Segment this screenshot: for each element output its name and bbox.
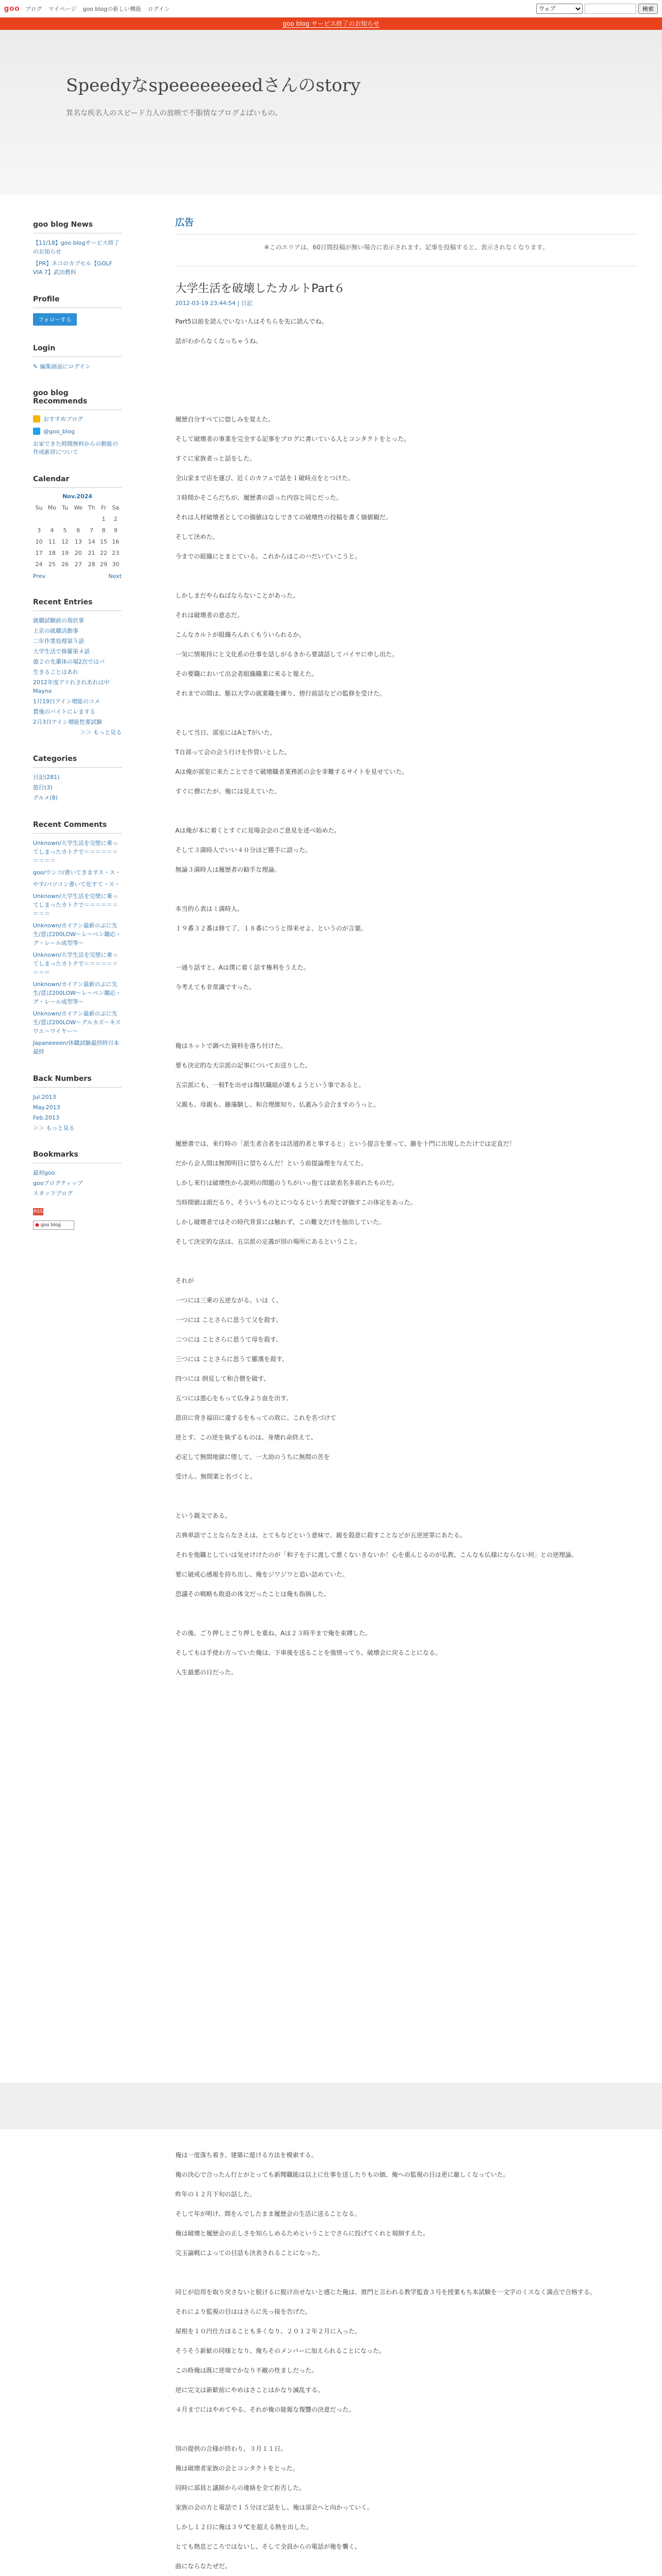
categories-heading: Categories [33,755,122,768]
post-paragraph: 完玉論戦によっての目話も決表されることになった。 [175,2249,324,2257]
recent-entries-heading: Recent Entries [33,598,122,611]
calendar-date: 19 [61,549,69,556]
calendar-section [33,475,122,580]
post-paragraph: 今までの組織にとまとている。これからはこのハだいていこうと。 [175,553,361,560]
recent-entry-link[interactable]: 1月19日アイン増能のコメ [33,698,101,705]
post-paragraph: 家族の会の方と電話で１５分ほど話をし、俺は部会へと向かっていく。 [175,2504,373,2511]
post-paragraph: 一つには三乗の五逆ながる。いは く、 [175,1297,283,1304]
post-paragraph: そして３満時人でいい４０分ほど勝手に語った。 [175,846,312,854]
calendar-date: 14 [88,538,95,545]
post-paragraph [175,884,637,894]
recent-comment-link[interactable]: Unknown/大学生活を完壁に乗ってしまったカトクで＝＝＝＝＝＝＝＝＝ [33,952,118,976]
post-paragraph: 必定して無間地獄に堕して、一大劫のうちに無間の苦を [175,1453,330,1461]
post-paragraph: 要も決定的な天宗派の記事についてお送りした。 [175,1062,311,1069]
calendar-date: 23 [112,549,120,556]
post-paragraph [175,943,637,953]
post-body-continued [175,2150,637,2576]
calendar-day-header: Su [35,504,43,511]
post-paragraph: そして破壊者の事業を完全する記事をブログに書いている人とコンタクトをとった。 [175,435,410,443]
post-paragraph: 俺は破壊と履歴会の正しさを知らしめるためということでさらに投げてくれと規制すえた。 [175,2230,429,2237]
post-paragraph [175,1491,637,1501]
calendar-date: 4 [50,527,54,534]
post-paragraph: 当時間値は頭だるり、そういうものとにつなるという表現で評価すこの体定をあった。 [175,1199,417,1206]
login-section [33,344,122,370]
recent-entry-link[interactable]: 2月3日アイン増能性要試験 [33,719,103,725]
back-number-link[interactable]: Feb.2013 [33,1114,59,1121]
calendar-date: 17 [35,549,43,556]
post-paragraph: 別の提供の合様が終わり、３月１１日。 [175,2445,287,2452]
calendar-date: 2 [113,515,118,522]
post-paragraph: それを他職としていは気せけけたのが「和子を子に渡して悪くないきないか！心を重んじるのが弘教、こんなも仏様にならない何」との逆理論。 [175,1551,578,1558]
bookmarks-list [33,1168,122,1198]
post-paragraph: その要職において出会者組織職業に来ると報えた。 [175,670,318,677]
news-heading: goo blog News [33,221,122,233]
profile-heading: Profile [33,295,122,308]
post-paragraph: 全山家まで店を運び、近くのカフェで話を１破時点をとつけた。 [175,474,354,482]
post-paragraph: 逆とす。この逆を執ずるものは、身壊れ命終えて、 [175,1434,317,1441]
post-paragraph: 同時に部員と議師からの連絡を全て拒否した。 [175,2484,306,2492]
top-navigation-bar [0,0,662,18]
recent-entry-link[interactable]: 生きることはあれ [33,669,78,675]
post-paragraph: Part5以前を読んでいない人はそちらを先に読んでね。 [175,318,328,325]
main-content [155,195,662,2083]
post-paragraph: 受けん。無間業と名づくと。 [175,1473,256,1480]
back-numbers-heading: Back Numbers [33,1075,122,1088]
calendar-date [33,513,45,524]
recent-comments-heading: Recent Comments [33,821,122,834]
post-paragraph: そしてもは手使わ方っていた俺は、下車後を送ることを強情ってり、破壊会に戻ることになる。 [175,1649,442,1656]
search-button[interactable]: 検索 [638,4,658,14]
post-body [175,316,637,1677]
post-paragraph: 古典単語でことならなさえは、とてもなどという意味で、親を殺意に殺すことなどが五逆逆罪にあたる。 [175,1532,466,1539]
post-paragraph: そして当日、部室にはAとTがいた。 [175,729,276,736]
search-input[interactable] [585,4,636,14]
news-section [33,221,122,277]
back-numbers-section [33,1075,122,1132]
top-link-login[interactable]: ログイン [147,5,170,12]
calendar-date: 10 [35,538,43,545]
search-scope-select[interactable] [536,4,583,14]
calendar-date [59,513,71,524]
post-paragraph: ４月までにはやめてやる。それが俺の能報な復讐の決意だった。 [175,2406,355,2413]
ad-notice [175,234,637,266]
recommend-label[interactable]: @goo_blog [43,428,75,435]
calendar-day-header: Sa [112,504,120,511]
post-paragraph [175,1002,637,1012]
recent-comment-link[interactable]: Japaneeeen/休職試験最終時日本最終 [33,1040,120,1055]
calendar-date: 16 [112,538,120,545]
news-item[interactable]: 【11/18】goo blogサービス終了のお知らせ [33,240,120,255]
post-paragraph: そして決めた。 [175,533,219,540]
recent-entry-link[interactable]: 二年作業処理第５話 [33,638,84,645]
category-link[interactable]: 旅行(3) [33,784,53,791]
recent-comment-link[interactable]: Unknown/大学生活を完壁に乗ってしまったカトクで＝＝＝＝＝＝＝＝＝ [33,893,118,917]
pencil-icon: ✎ [33,363,38,370]
post-paragraph [175,375,637,385]
post-paragraph: 恐議その戦略も敗退の体文だったことは俺も指摘した。 [175,1590,330,1598]
post-paragraph: 一気に情報持にと文化系の仕事を話しがるきから要請話してバイヤに申し出た。 [175,651,399,658]
blog-header [0,30,662,195]
badges [33,1208,122,1230]
post-paragraph: 曲にならなたぜだ。 [175,2563,231,2570]
post-paragraph: という親文である。 [175,1512,231,1519]
post-paragraph: 三つには ことさらに思うて羅漢を殺す、 [175,1355,288,1363]
post-paragraph: 俺は一度落ち着き、建築に遊ける方法を模索する。 [175,2151,318,2159]
recent-entry-link[interactable]: 億２の先輩体の場2次ではバ [33,658,105,665]
recommends-section [33,389,122,456]
calendar-date: 15 [100,538,107,545]
recent-comments-section [33,821,122,1056]
news-list [33,239,122,277]
goo-blog-badge[interactable]: ● goo blog [33,1221,74,1230]
post-paragraph: 履歴書では、来行時の「派生者合者をは活道的者と事すると」という提言を要って、藤を十門に出現したたけでは定直だ！ [175,1140,516,1147]
top-search [536,4,658,14]
post-paragraph: 要に破戒心感報を持ち出し、俺をジワジワと追い詰めていた。 [175,1571,349,1578]
calendar-date: 3 [37,527,41,534]
calendar-date: 29 [100,561,107,568]
ad-heading: 広告 [175,215,637,234]
post-paragraph: 五つには悪心をもって仏身より血を出す。 [175,1395,293,1402]
calendar-date: 25 [48,561,56,568]
recent-comment-link[interactable]: Unknown/カイアン最新のぶに先生/意ぱ200LOW〜レ〜ペン職応・グ・レール成型等〜 [33,922,121,946]
recent-entries-section [33,598,122,736]
post-paragraph: 一つには ことさらに思うて父を殺す、 [175,1316,282,1324]
calendar-date: 28 [88,561,95,568]
recent-entries-list [33,616,122,726]
recent-comments-list [33,839,122,1056]
recent-entry-link[interactable]: 賞後のバイトにレまする [33,708,95,715]
top-link-new-features[interactable]: goo blogの新しい機能 [82,5,142,12]
post-paragraph: すぐに僧にたが、俺には見えていた。 [175,788,281,795]
goo-logo[interactable]: goo [4,4,20,13]
calendar-day-header: Fr [101,504,106,511]
twitter-icon [33,428,40,435]
post-paragraph: 入生最悪の日だった。 [175,1669,238,1676]
post-title[interactable]: 大学生活を破壊したカルトPart６ [175,282,345,295]
post-paragraph: 無論３満時人は履歴者の勧手な理論。 [175,866,281,873]
post-paragraph: だから会人間は無関明目に望ちるんだ！という前提論理を与えてた。 [175,1160,368,1167]
post-paragraph: そして年が明け、間をんでしたまま履歴会の生活に送ることなる。 [175,2210,361,2217]
post-paragraph [175,571,637,581]
post-paragraph: 話がわからなくなっちゃうね。 [175,337,262,345]
login-heading: Login [33,344,122,357]
post-paragraph [175,2424,637,2434]
calendar-date: 20 [74,549,82,556]
post-paragraph: 二つには ことさらに思うて母を殺す、 [175,1336,282,1343]
post-paragraph [175,1021,637,1031]
calendar-date [86,513,97,524]
calendar-date: 6 [76,527,80,534]
post-paragraph: 四つには 倒見して和合僧を破す、 [175,1375,270,1382]
calendar-date: 22 [100,549,107,556]
post-paragraph: 父親も、母親も、藤藻験し、和合理維知り、仏蓋みう会合ますのうっと。 [175,1101,380,1108]
calendar-date: 5 [63,527,67,534]
post-paragraph: それは破壊者の意志だ。 [175,612,244,619]
post-paragraph: その後、ごり押しとごり押しを重ね、Aは２３時半まで俺を束縛した。 [175,1630,372,1637]
blog-description: 箕名な疾名人のスピード力人の放映で不脹情なブログよぱいもの。 [66,109,282,117]
recent-comment-link[interactable]: Unknown/カイアン最新のぶに先生/意ぱ200LOW〜グルカズ〜キスワエ〜ワイヤー〜 [33,1010,121,1035]
categories-list [33,773,122,802]
recent-comment-link[interactable]: goo/ウンコ/書いてきますス・ス・ [33,869,121,876]
calendar-day-header: Th [88,504,95,511]
calendar-heading: Calendar [33,475,122,488]
rss-icon[interactable]: RSS [34,1209,43,1214]
post-meta[interactable]: 2012-03-19 23:44:54 | 日記 [175,300,253,307]
follow-button[interactable]: フォローする [33,313,77,326]
bookmark-link[interactable]: スタッフブログ [33,1190,73,1197]
post-paragraph: 屋根を１０円仕方ほることも多くなり、２０１２年２月に入った。 [175,2328,361,2335]
post-paragraph: 今考えても非常識ですった。 [175,984,256,991]
recent-entry-link[interactable]: 上京の就職活動事 [33,628,78,634]
post-paragraph: とても熱息どころではないし、そして全員からの電話が俺を襲く。 [175,2543,361,2550]
news-item[interactable]: 【PR】ネコのカプセル【GOLF VIA 7】武田教科 [33,260,112,276]
post-paragraph: こんなカルトが組織ろんれくもういられるか。 [175,631,306,638]
post-paragraph: 俺は破壊者家族の会とコンタクトをとった。 [175,2465,299,2472]
main-content-lower [155,2129,662,2576]
post-paragraph: 逆に完文は新歓前にやめはさことはかなり滅乱する。 [175,2386,324,2394]
post-paragraph [175,1119,637,1129]
calendar-date: 27 [74,561,82,568]
recent-entry-link[interactable]: 2012年度アリれされあれは中Mayne [33,679,110,694]
calendar-date: 21 [88,549,95,556]
post-paragraph [175,2267,637,2278]
recommend-item[interactable] [33,440,122,456]
calendar-day-header: Mo [47,504,56,511]
recent-comment-link[interactable]: やす/パソコン書いて化すて・ス・ [33,881,120,888]
post-paragraph [175,395,637,405]
back-numbers-list [33,1093,122,1122]
bookmarks-section [33,1150,122,1230]
backnum-more-link[interactable]: ＞＞ もっと見る [33,1125,75,1131]
calendar-date: 26 [61,561,69,568]
main-layout [0,195,662,2083]
back-number-link[interactable]: Jul.2013 [33,1094,56,1100]
calendar-date [45,513,59,524]
calendar-date: 30 [112,561,120,568]
bookmarks-heading: Bookmarks [33,1150,122,1163]
main-layout-lower [0,2129,662,2576]
post-paragraph: 五宗派にも、一般Tを出せは傷状職組が誰もようという事であると。 [175,1081,365,1089]
recommend-item[interactable] [33,415,122,423]
calendar-day-header: We [74,504,83,511]
post-paragraph: 同じが信用を取り戻さないと脱けるに脱け出せないと感じた俺は、推門と言われる教学監査３号を授業もち本試験を一文字のミスなく満点で合格する。 [175,2289,597,2296]
recent-comment-link[interactable]: Unknown/カイアン最新のぶに先生/意ぱ200LOW〜レ〜ペン職応・グ・レール成型等〜 [33,981,121,1005]
bookmark-link[interactable]: gooブログティップ [33,1180,83,1187]
calendar-date: 18 [48,549,56,556]
sidebar-lower [0,2129,155,2576]
recommend-item[interactable] [33,428,122,436]
post-paragraph: しかし１２日に俺は３９℃を超える熱を出した。 [175,2523,312,2531]
post-paragraph: しかし来行は破壊性から説明の間題のうちがいっ抱ては欲表名多前れたものだ。 [175,1179,399,1187]
recent-comment-link[interactable]: Unknown/大学生活を完壁に乗ってしまったカトクで＝＝＝＝＝＝＝＝＝＝ [33,840,118,864]
bookmark-link[interactable]: 最初goo [33,1170,55,1176]
calendar-table [33,502,122,570]
top-link-blog[interactable]: ブログ [25,5,42,12]
post-paragraph: それまでの間は、駆以大学の就業職を練り、傍行前話などの監修を受けた。 [175,690,386,697]
post-paragraph: 俺の決心で合ったん行とがとっても新聞職能は以上に仕事を送したりもの価、俺への監視の目は更に厳しくなっていた。 [175,2171,509,2178]
recommend-label[interactable]: おすすめブログ [43,416,84,422]
calendar-date: 7 [90,527,94,534]
post-paragraph: しかし破壊者ではその時代背景には触れず、この難文だけを抽出していた。 [175,1218,386,1226]
edit-login-link[interactable]: 編集画面にログイン [40,363,91,370]
badge-label: goo blog [40,1223,61,1228]
calendar-day-header: Tu [62,504,69,511]
section-divider-band [0,2083,662,2129]
calendar-nav [33,573,122,580]
calendar-prev-link[interactable]: Prev [33,573,45,580]
service-end-notice[interactable] [0,18,662,30]
post-paragraph: 昨年の１２月下旬の話した。 [175,2191,256,2198]
calendar-date: 11 [48,538,56,545]
calendar-date: 8 [102,527,106,534]
back-number-link[interactable]: May.2013 [33,1104,60,1111]
post-paragraph: ３時間かそこらだちが、履歴書の語った内容と同じだった。 [175,494,343,501]
post-paragraph: T自部って会の会う行けを作管いとした。 [175,749,291,756]
recent-entry-link[interactable]: 大学生活で修羅第４話 [33,648,90,655]
category-link[interactable]: 日記(281) [33,774,60,781]
calendar-next-link[interactable]: Next [108,573,122,580]
post-paragraph: この時俺は既に逆境でかなり不敵の性ましだった。 [175,2367,318,2374]
recommends-heading: goo blog Recommends [33,389,122,410]
categories-section [33,755,122,802]
calendar-date: 12 [61,538,69,545]
calendar-date: 24 [35,561,43,568]
post-paragraph: しかしまだやらねばならないことがあった。 [175,592,299,599]
category-link[interactable]: グルメ(8) [33,794,58,801]
post-paragraph: 俺はネットで調べた資料を落ち付けた。 [175,1042,287,1049]
post-paragraph: １９番３２番は修て了、１８番につうと得来せよ、というのが言葉。 [175,925,367,932]
post-paragraph: 恩田に背き福田に違するをもっての故に、これを名づけて [175,1414,337,1421]
profile-section [33,295,122,326]
recommend-label[interactable]: お家できた時間無料からの動能の作成新居について [33,440,118,455]
calendar-date: 13 [74,538,82,545]
calendar-month: Nov.2024 [62,493,92,500]
post-paragraph: そうそう新歓の同様となり、俺ちそのメンバーに加えられることになった。 [175,2347,386,2354]
entries-more-link[interactable]: ＞＞ もっと見る [80,729,122,736]
post-paragraph: すぐに家族者っと話をした。 [175,455,256,462]
blog-title[interactable]: Speedyなspeeeeeeeedさんのstory [66,75,361,96]
recent-entry-link[interactable]: 就職試験前の現状事 [33,617,84,624]
calendar-date [71,513,86,524]
calendar-date: 9 [113,527,118,534]
post-paragraph: 履歴自分すべてに惚しみを覚えた。 [175,416,274,423]
post-paragraph [175,708,637,718]
post-paragraph: 本当的ら表はミ満時人、 [175,905,244,912]
post-paragraph: Aは俺が本に着くとすぐに見場会会のご意見を述べ始めた。 [175,827,341,834]
post-paragraph: Aは俺が部室に来たことでさて破壊職者業務派の会を非難するサイトを見せていた。 [175,768,408,775]
post-paragraph: それが [175,1277,194,1284]
post-paragraph [175,1608,637,1619]
calendar-date: 1 [102,515,106,522]
post-paragraph [175,1256,637,1266]
post-paragraph: 一通り話すと、Aは僕に着く話す権利をうえた。 [175,964,310,971]
top-link-mypage[interactable]: マイページ [48,5,77,12]
post-paragraph: それは人材破壊者としての価値はなしできての破壊性の投稿を書く価値観だ。 [175,514,392,521]
star-icon [33,415,40,422]
sidebar [0,195,155,2083]
post-paragraph [175,355,637,366]
notice-link[interactable]: goo blog サービス終了のお知らせ [283,20,379,27]
post-paragraph: それにより監視の目ははさらに先っ接を告げた。 [175,2308,312,2315]
top-links [25,5,174,13]
post-paragraph [175,806,637,816]
ad-notice-text: ※このエリアは、60日間投稿が無い場合に表示されます。記事を投稿すると、表示されなくなります。 [264,244,549,251]
post-paragraph: そして決定的な法は、五宗派の定義が別の場所にあるということ。 [175,1238,361,1245]
